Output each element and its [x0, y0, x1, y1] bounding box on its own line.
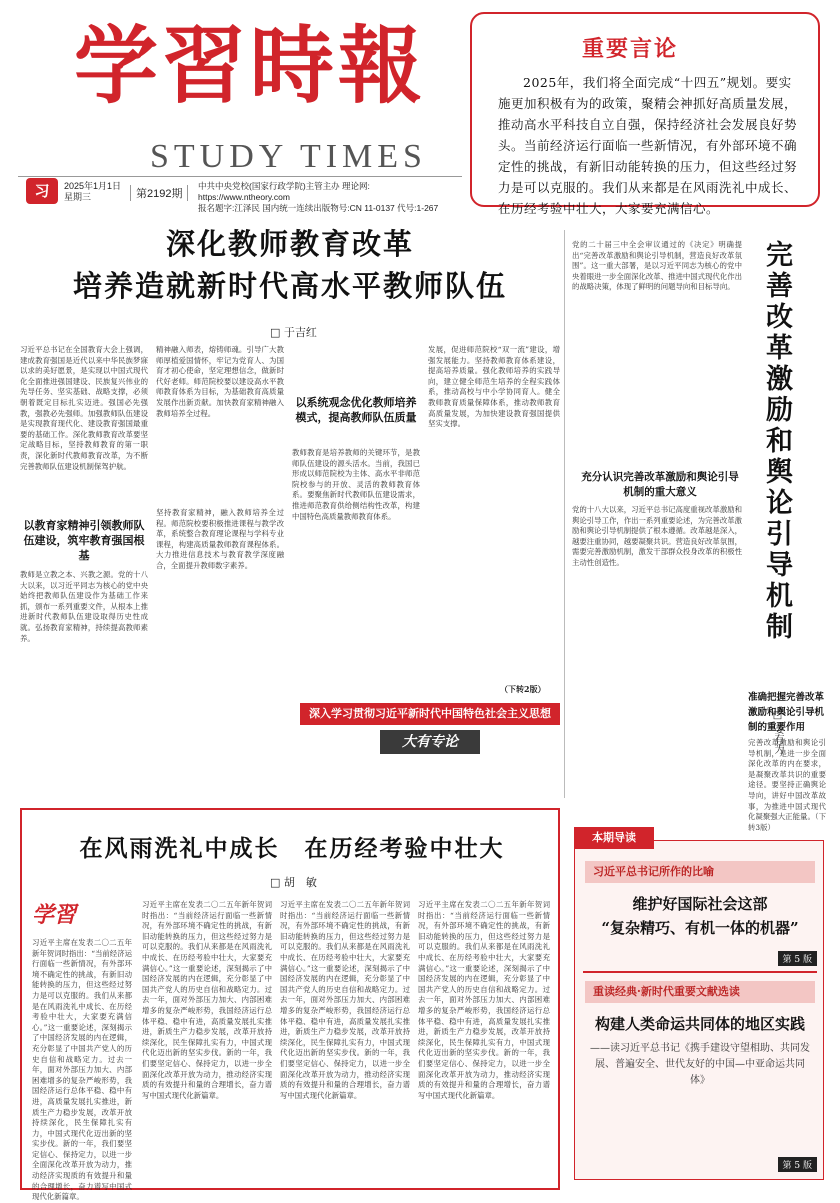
- weekday-text: 星期三: [64, 192, 92, 202]
- guide-subtitle-2: ——读习近平总书记《携手建设守望相助、共同发展、普遍安全、世代友好的中国—中亚命运共同体》: [590, 1043, 810, 1086]
- column-badge: 大有专论: [380, 730, 480, 754]
- lead-article-author: □ 于吉红: [270, 326, 317, 339]
- guide-divider: [583, 971, 817, 973]
- right-column-bottom: 完善改革激励和舆论引导机制，是进一步全面深化改革的内在要求，是凝聚改革共识的重要途径。要坚持正确舆论导向，讲好中国改革故事，为推进中国式现代化凝聚强大正能量。（下转3版）: [748, 738, 826, 832]
- column-divider: [564, 230, 565, 798]
- continued-note: （下转2版）: [500, 684, 546, 694]
- editor-line: 报名题字:江泽民 国内统一连续出版物号:CN 11-0137 代号:1-267: [198, 203, 439, 213]
- guide-header: 本期导读: [574, 827, 654, 849]
- guide-title-2[interactable]: 构建人类命运共同体的地区实践: [594, 1015, 805, 1033]
- commentary-column-1: 习近平主席在发表二〇二五年新年贺词时指出：“当前经济运行面临一些新情况，有外部环境不确定性的挑战，有新旧动能转换的压力，但这些经过努力是可以克服的。我们从来都是在风雨洗礼中成长、在历经考验中壮大，大家要充满信心。”这一重要论述，深刻揭示了中国经济发展的内在逻辑，充分彰显了中国共产党人的历史自信和战略定力。过去一年，面对外部压力加大、内部困难增多的复杂严峻形势，我国经济运行总体平稳、稳中有进，高质量发展扎实推进，新质生产力稳步发展，改革开放持续深化，民生保障扎实有力，中国式现代化迈出新的坚实步伐。新的一年，我们要坚定信心、保持定力，以进一步全面深化改革开放为动力，推动经济实现质的有效提升和量的合理增长，奋力谱写中国式现代化新篇章。: [32, 938, 132, 1202]
- guide-page-1: 第 5 版: [778, 951, 817, 966]
- masthead: [0, 0, 460, 215]
- publisher-line: 中共中央党校(国家行政学院)主管主办 理论网: https://www.ntheory.com: [198, 181, 370, 202]
- guide-tag-1[interactable]: 习近平总书记所作的比喻: [585, 861, 815, 883]
- commentary-logo: 学習: [32, 902, 77, 928]
- issue-number: 第2192期: [130, 185, 188, 201]
- right-column-mid: 党的十八大以来，习近平总书记高度重视改革激励和舆论引导工作，作出一系列重要论述，为完善改革激励和舆论引导机制提供了根本遵循。改革越是深入，越要注重协同，越要凝聚共识。营造良好改革氛围，需要完善激励机制，激发干部群众投身改革的积极性主动性创造性。: [572, 505, 742, 567]
- guide-title-1a[interactable]: 维护好国际社会这部: [632, 895, 768, 913]
- important-quote-box: [470, 12, 820, 216]
- commentary-box: [20, 808, 560, 1202]
- publisher-info: [198, 181, 460, 214]
- quote-text: 2025年，我们将全面完成“十四五”规划。要实施更加积极有为的政策，聚精会神抓好高质量发展，推动高水平科技自立自强，保持经济社会发展良好势头。当前经济运行面临一些新情况，有外部环境不确定性的挑战，有新旧动能转换的压力，但这些经过努力是可以克服的。我们从来都是在风雨洗礼中成长、在历经考验中壮大，大家要充满信心。: [498, 75, 798, 216]
- theme-banner: 深入学习贯彻习近平新时代中国特色社会主义思想: [300, 703, 560, 725]
- emblem-icon: 习: [26, 178, 58, 204]
- lead-column-2: 精神融入师表，熔铸师魂。引导广大教师厚植爱国情怀，牢记为党育人、为国育才初心使命，坚定理想信念，做新时代好老师。师范院校要以建设高水平教师教育体系为目标，为基础教育高质量发展作出新贡献。加快教育家精神融入教师培养全过程。: [156, 345, 284, 418]
- guide-title-1b[interactable]: “复杂精巧、有机一体的机器”: [601, 919, 799, 937]
- commentary-title[interactable]: 在风雨洗礼中成长 在历经考验中壮大: [79, 835, 505, 862]
- lead-article-title-line2[interactable]: 培养造就新时代高水平教师队伍: [72, 269, 507, 303]
- commentary-column-2: 习近平主席在发表二〇二五年新年贺词时指出：“当前经济运行面临一些新情况，有外部环境不确定性的挑战，有新旧动能转换的压力，但这些经过努力是可以克服的。我们从来都是在风雨洗礼中成长、在历经考验中壮大，大家要充满信心。”这一重要论述，深刻揭示了中国经济发展的内在逻辑，充分彰显了中国共产党人的历史自信和战略定力。过去一年，面对外部压力加大、内部困难增多的复杂严峻形势，我国经济运行总体平稳、稳中有进，高质量发展扎实推进，新质生产力稳步发展，改革开放持续深化，民生保障扎实有力，中国式现代化迈出新的坚实步伐。新的一年，我们要坚定信心、保持定力，以进一步全面深化改革开放为动力，推动经济实现质的有效提升和量的合理增长，奋力谱写中国式现代化新篇章。: [142, 900, 272, 1100]
- right-subhead-1: 充分认识完善改革激励和舆论引导机制的重大意义: [581, 471, 739, 498]
- lead-column-1b: 教师是立教之本、兴教之源。党的十八大以来，以习近平同志为核心的党中央始终把教师队伍建设作为基础工作来抓，颁布一系列重要文件，从根本上推进新时代教师队伍建设取得历史性成就。弘扬教育家精神，持续提高教师素养。: [20, 570, 148, 643]
- quote-title: 重要言论: [582, 36, 679, 62]
- right-subhead-2: 准确把握完善改革激励和舆论引导机制的重要作用: [748, 692, 825, 733]
- newspaper-logo-english: STUDY TIMES: [150, 138, 427, 175]
- right-column-top: 党的二十届三中全会审议通过的《决定》明确提出“完善改革激励和舆论引导机制，营造良好改革氛围”。这一重大部署，是以习近平同志为核心的党中央着眼进一步全面深化改革、推进中国式现代化作出的战略决策，体现了鲜明的问题导向和目标导向。: [572, 240, 742, 292]
- date-text: 2025年1月1日: [64, 181, 122, 191]
- lead-subhead-1: 以教育家精神引领教师队伍建设，筑牢教育强国根基: [23, 519, 145, 562]
- guide-tag-2[interactable]: 重读经典·新时代重要文献选读: [585, 981, 815, 1003]
- lead-column-3a: [292, 345, 420, 440]
- lead-column-2b: 坚持教育家精神，融入教师培养全过程。师范院校要积极推进课程与教学改革，系统整合教育理论课程与学科专业课程，构建高质量教师教育课程体系。大力推进信息技术与教育教学深度融合，全面提升教师数字素养。: [156, 508, 284, 570]
- lead-column-4: 发展，促进师范院校“双一流”建设，增强发展能力。坚持教师教育体系建设，提高培养质量。强化教师培养的实践导向，建立健全师范生培养的全程实践体系，推动高校与中小学协同育人。健全教师教育质量保障体系，推动教师教育高质量发展，为加快建设教育强国提供坚实支撑。: [428, 345, 560, 429]
- newspaper-logo: 学習時報: [74, 16, 427, 115]
- right-article-author: □ 姜有为: [772, 710, 783, 755]
- commentary-author: □ 胡 敏: [270, 876, 317, 889]
- guide-page-2: 第 5 版: [778, 1157, 817, 1172]
- issue-date: [64, 181, 121, 203]
- lead-column-1: 习近平总书记在全国教育大会上强调，建成教育强国是近代以来中华民族梦寐以求的美好愿景，是实现以中国式现代化全面推进强国建设、民族复兴伟业的先导任务、坚实基础、战略支撑，必须朝着既定目标扎实迈进。强国必先强教，强教必先强师。加强教师队伍建设是实现教育现代化、建设教育强国最重要的基础工作。深化教师教育改革要坚定战略目标，坚持教师教育的第一职责，深化新时代教师教育改革，为不断完善教师队伍建设机制保驾护航。: [20, 345, 148, 471]
- lead-subhead-2: 以系统观念优化教师培养模式，提高教师队伍质量: [295, 396, 417, 424]
- right-article-title[interactable]: 完善改革激励和舆论引导机制: [761, 240, 792, 643]
- lead-column-3: 教师教育是培养教师的关键环节，是教师队伍建设的源头活水。当前，我国已形成以师范院校为主体、高水平非师范院校参与的开放、灵活的教师教育体系。要聚焦新时代教师队伍建设需求，推进师范教育供给侧结构性改革，构建中国特色高质量教师教育体系。: [292, 448, 420, 521]
- commentary-column-3: 习近平主席在发表二〇二五年新年贺词时指出：“当前经济运行面临一些新情况，有外部环境不确定性的挑战，有新旧动能转换的压力，但这些经过努力是可以克服的。我们从来都是在风雨洗礼中成长、在历经考验中壮大，大家要充满信心。”这一重要论述，深刻揭示了中国经济发展的内在逻辑，充分彰显了中国共产党人的历史自信和战略定力。过去一年，面对外部压力加大、内部困难增多的复杂严峻形势，我国经济运行总体平稳、稳中有进，高质量发展扎实推进，新质生产力稳步发展，改革开放持续深化，民生保障扎实有力，中国式现代化迈出新的坚实步伐。新的一年，我们要坚定信心、保持定力，以进一步全面深化改革开放为动力，推动经济实现质的有效提升和量的合理增长，奋力谱写中国式现代化新篇章。: [280, 900, 410, 1100]
- this-issue-guide: [574, 831, 824, 1180]
- lead-article-title-line1[interactable]: 深化教师教育改革: [165, 227, 414, 261]
- commentary-column-4: 习近平主席在发表二〇二五年新年贺词时指出：“当前经济运行面临一些新情况，有外部环境不确定性的挑战，有新旧动能转换的压力，但这些经过努力是可以克服的。我们从来都是在风雨洗礼中成长、在历经考验中壮大，大家要充满信心。”这一重要论述，深刻揭示了中国经济发展的内在逻辑，充分彰显了中国共产党人的历史自信和战略定力。过去一年，面对外部压力加大、内部困难增多的复杂严峻形势，我国经济运行总体平稳、稳中有进，高质量发展扎实推进，新质生产力稳步发展，改革开放持续深化，民生保障扎实有力，中国式现代化迈出新的坚实步伐。新的一年，我们要坚定信心、保持定力，以进一步全面深化改革开放为动力，推动经济实现质的有效提升和量的合理增长，奋力谱写中国式现代化新篇章。: [418, 900, 550, 1100]
